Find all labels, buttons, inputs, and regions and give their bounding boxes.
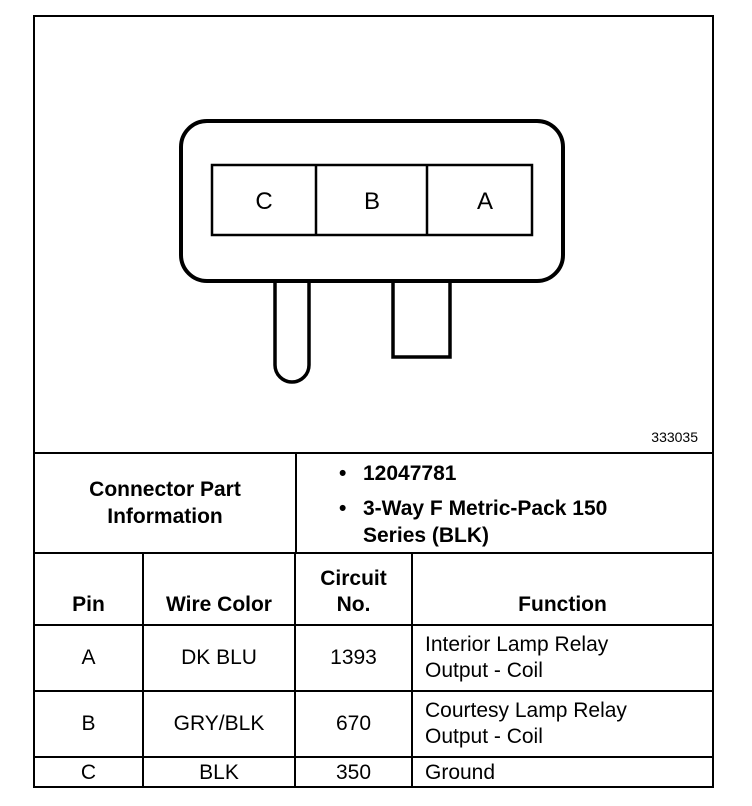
table-header-row (35, 553, 712, 625)
cell-wire-color: GRY/BLK (143, 691, 295, 757)
header-wire-color: Wire Color (143, 553, 295, 625)
table-row (35, 691, 712, 757)
divider (295, 454, 297, 552)
key-tab (393, 281, 450, 357)
table-row (35, 625, 712, 691)
cavity-label-a: A (476, 188, 494, 215)
part-info-item (335, 495, 643, 549)
connector-drawing (35, 17, 712, 452)
cell-circuit-no: 670 (295, 691, 412, 757)
header-function: Function (412, 553, 712, 625)
function-text: Interior Lamp Relay Output - Coil (425, 633, 609, 682)
header-circuit-no (295, 553, 412, 625)
header-circuit-no-text: Circuit No. (320, 567, 387, 616)
part-info-label: Connector Part Information (89, 478, 241, 528)
connector-face-svg (35, 17, 712, 452)
cavity-label-b: B (363, 188, 381, 215)
cell-wire-color: DK BLU (143, 625, 295, 691)
connector-description: • 3-Way F Metric-Pack 150 Series (BLK) (363, 497, 608, 547)
cell-pin: A (35, 625, 143, 691)
cell-function (412, 691, 712, 757)
part-info-list (335, 460, 643, 557)
cavity-label-c: C (255, 188, 273, 215)
lock-tab (275, 281, 309, 382)
cell-pin: B (35, 691, 143, 757)
figure-number: 333035 (651, 429, 698, 445)
cell-function (412, 625, 712, 691)
part-info-item (335, 460, 643, 487)
header-pin: Pin (35, 553, 143, 625)
cell-circuit-no: 1393 (295, 625, 412, 691)
part-number: 12047781 (363, 462, 457, 485)
pin-table (35, 552, 712, 788)
table-row (35, 757, 712, 788)
function-text: Courtesy Lamp Relay Output - Coil (425, 699, 627, 748)
connector-sheet (33, 15, 714, 788)
connector-part-info (35, 452, 712, 552)
cell-circuit-no: 350 (295, 757, 412, 788)
cell-function: Ground (425, 761, 496, 784)
cell-wire-color: BLK (143, 757, 295, 788)
cell-pin: C (35, 757, 143, 788)
